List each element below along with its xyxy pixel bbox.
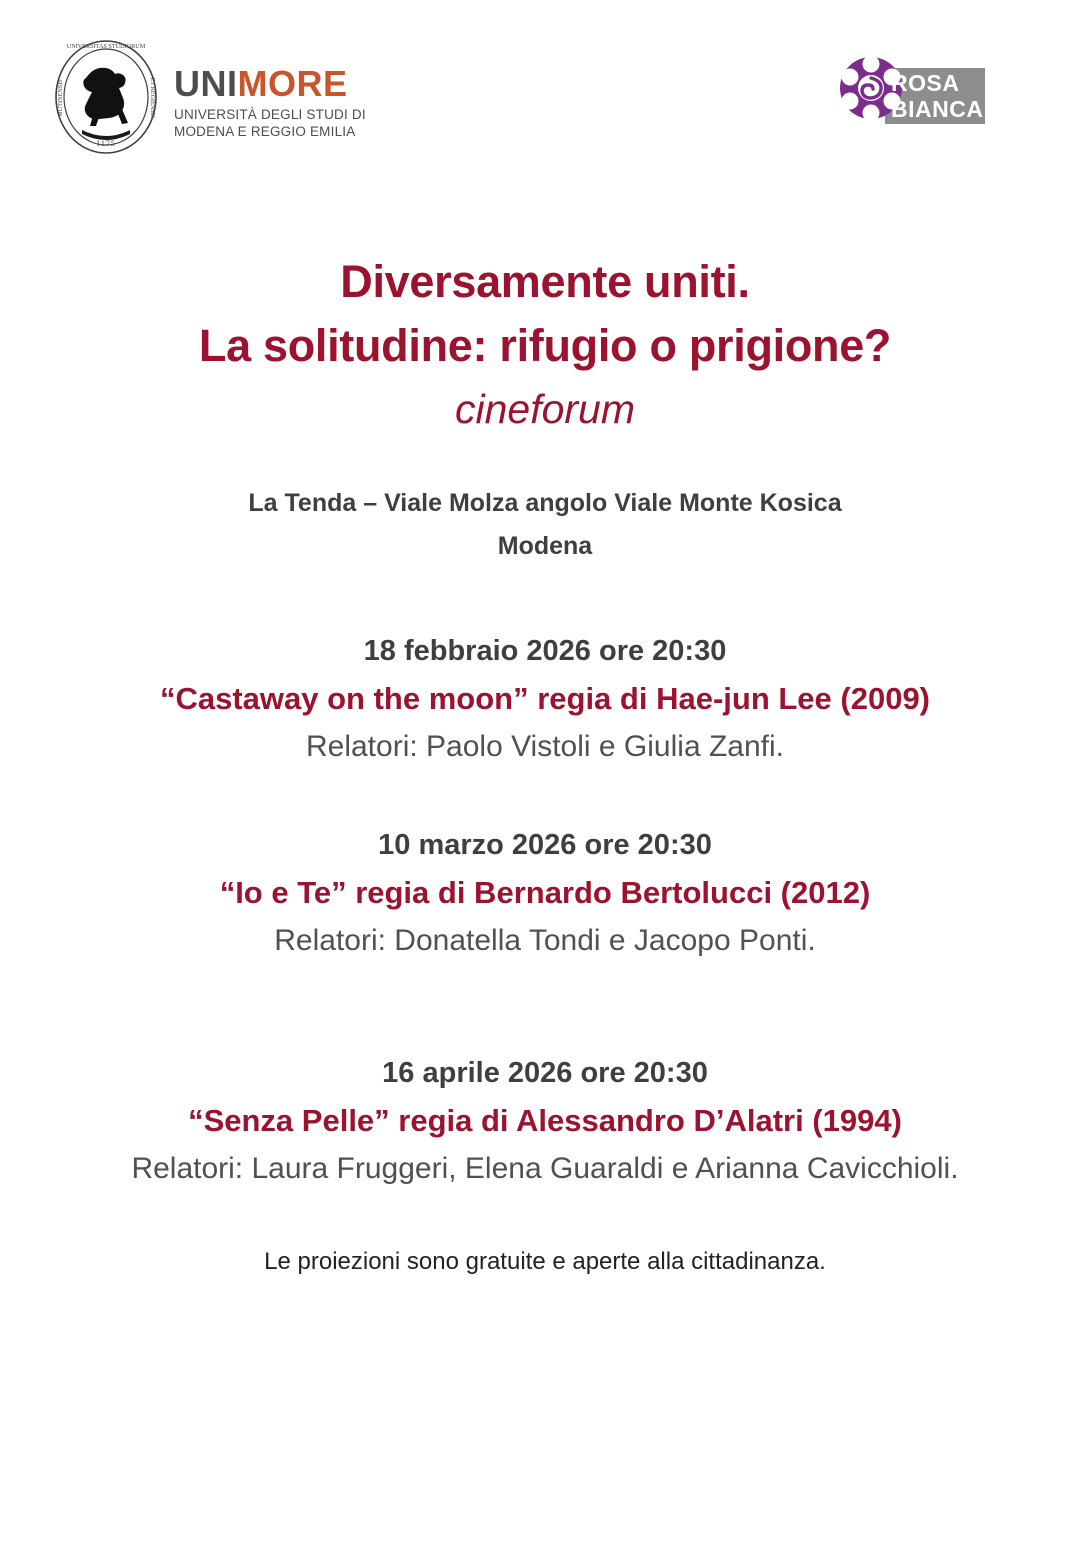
footer-note: Le proiezioni sono gratuite e aperte alla cittadinanza. [264, 1248, 826, 1275]
svg-text:UNIVERSITAS STUDIORUM: UNIVERSITAS STUDIORUM [66, 43, 146, 50]
events-list [0, 628, 1090, 1192]
poster-title-line-1: Diversamente uniti. [340, 256, 750, 307]
rosabianca-line2: BIANCA [891, 96, 984, 122]
poster-title-block [0, 250, 1090, 438]
event-speakers: Relatori: Paolo Vistoli e Giulia Zanfi. [305, 730, 784, 763]
unimore-subtitle-line1: UNIVERSITÀ DEGLI STUDI DI [174, 106, 366, 122]
rosabianca-line1: ROSA [891, 70, 960, 96]
venue-line-1: La Tenda – Viale Molza angolo Viale Monte Kosica [248, 489, 842, 517]
event-speakers: Relatori: Laura Fruggeri, Elena Guaraldi e Arianna Cavicchioli. [131, 1152, 959, 1185]
poster-subtitle: cineforum [454, 386, 635, 432]
venue-block [0, 482, 1090, 568]
svg-text:1175: 1175 [96, 139, 116, 148]
event-item [0, 1050, 1090, 1192]
event-film-title: “Senza Pelle” regia di Alessandro D’Alatri (1994) [188, 1103, 902, 1138]
event-film-title: “Io e Te” regia di Bernardo Bertolucci (2012) [219, 875, 871, 910]
unimore-name-more: MORE [237, 62, 348, 104]
poster-title-line-2: La solitudine: rifugio o prigione? [198, 320, 892, 371]
event-item [0, 628, 1090, 770]
event-date: 10 marzo 2026 ore 20:30 [378, 829, 712, 861]
event-film-title: “Castaway on the moon” regia di Hae-jun Lee (2009) [159, 681, 931, 716]
unimore-name-uni: UNI [174, 62, 238, 104]
event-item [0, 822, 1090, 964]
event-speakers: Relatori: Donatella Tondi e Jacopo Ponti. [274, 924, 816, 957]
event-date: 16 aprile 2026 ore 20:30 [382, 1057, 708, 1089]
svg-text:ET REGIENSIS: ET REGIENSIS [149, 77, 156, 119]
svg-text:MUTINENSIS: MUTINENSIS [57, 79, 64, 117]
venue-line-2: Modena [497, 532, 593, 560]
event-date: 18 febbraio 2026 ore 20:30 [363, 635, 727, 667]
unimore-subtitle-line2: MODENA E REGGIO EMILIA [174, 123, 356, 139]
